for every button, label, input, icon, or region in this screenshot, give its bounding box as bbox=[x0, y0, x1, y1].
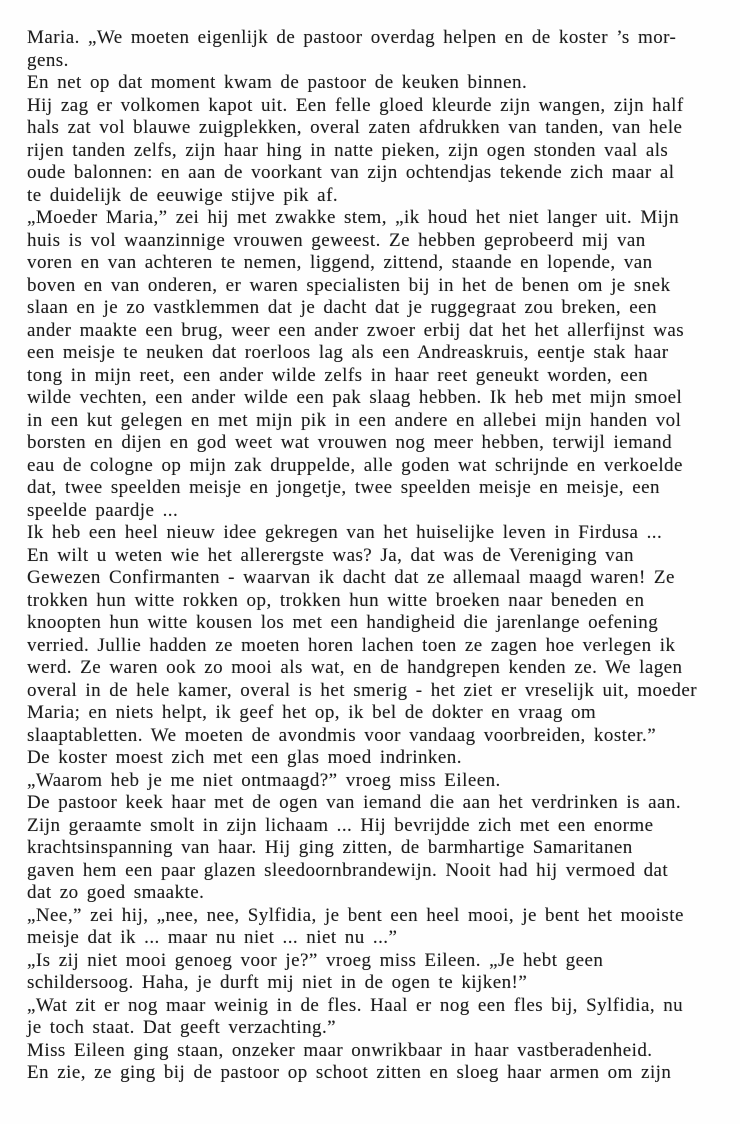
text-line: Miss Eileen ging staan, onzeker maar onwrikbaar in haar vastberadenheid. bbox=[27, 1039, 653, 1061]
text-line: tong in mijn reet, een ander wilde zelfs in haar reet geneukt worden, een bbox=[27, 364, 649, 386]
text-line: speelde paardje ... bbox=[27, 499, 179, 521]
text-line: En net op dat moment kwam de pastoor de keuken binnen. bbox=[27, 72, 528, 93]
text-line: Ik heb een heel nieuw idee gekregen van het huiselijke leven in Firdusa ... bbox=[27, 522, 663, 543]
text-line: overal in de hele kamer, overal is het smerig - het ziet er vreselijk uit, moeder bbox=[27, 679, 697, 701]
text-line: De koster moest zich met een glas moed indrinken. bbox=[27, 747, 462, 768]
text-line: Hij zag er volkomen kapot uit. Een felle gloed kleurde zijn wangen, zijn half bbox=[27, 94, 684, 116]
text-line: in een kut gelegen en met mijn pik in een andere en allebei mijn handen vol bbox=[27, 409, 682, 431]
text-line: wilde vechten, een ander wilde een pak slaag hebben. Ik heb met mijn smoel bbox=[27, 387, 683, 408]
text-line: Gewezen Confirmanten - waarvan ik dacht dat ze allemaal maagd waren! Ze bbox=[27, 567, 675, 588]
text-line: te duidelijk de eeuwige stijve pik af. bbox=[27, 184, 339, 206]
text-line: schildersoog. Haha, je durft mij niet in de ogen te kijken!” bbox=[27, 972, 528, 993]
text-line: dat zo goed smaakte. bbox=[27, 882, 205, 903]
text-line: gens. bbox=[27, 49, 69, 71]
text-line: verried. Jullie hadden ze moeten horen lachen toen ze zagen hoe verlegen ik bbox=[27, 634, 676, 656]
page-text bbox=[27, 27, 736, 1085]
text-line: werd. Ze waren ook zo mooi als wat, en de handgrepen kenden ze. We lagen bbox=[27, 657, 683, 678]
text-line: „Nee,” zei hij, „nee, nee, Sylfidia, je bent een heel mooi, je bent het mooiste bbox=[27, 904, 684, 926]
text-line: slaan en je zo vastklemmen dat je dacht dat je ruggegraat zou breken, een bbox=[27, 297, 657, 318]
text-line: voren en van achteren te nemen, liggend, zittend, staande en lopende, van bbox=[27, 252, 653, 273]
text-line: Zijn geraamte smolt in zijn lichaam ... Hij bevrijdde zich met een enorme bbox=[27, 814, 654, 836]
text-line: oude balonnen: en aan de voorkant van zijn ochtendjas tekende zich maar al bbox=[27, 162, 675, 183]
text-line: Maria; en niets helpt, ik geef het op, ik bel de dokter en vraag om bbox=[27, 702, 597, 723]
text-line: „Moeder Maria,” zei hij met zwakke stem, „ik houd het niet langer uit. Mijn bbox=[27, 207, 680, 228]
text-line: een meisje te neuken dat roerloos lag als een Andreaskruis, eentje stak haar bbox=[27, 342, 669, 363]
text-line: ander maakte een brug, weer een ander zwoer erbij dat het het allerfijnst was bbox=[27, 319, 685, 341]
text-line: „Waarom heb je me niet ontmaagd?” vroeg miss Eileen. bbox=[27, 769, 501, 791]
text-line: knoopten hun witte kousen los met een handigheid die jarenlange oefening bbox=[27, 612, 659, 633]
text-line: slaaptabletten. We moeten de avondmis voor vandaag voorbreiden, koster.” bbox=[27, 724, 657, 746]
text-line: huis is vol waanzinnige vrouwen geweest. Ze hebben geprobeerd mij van bbox=[27, 229, 646, 251]
text-line: je toch staat. Dat geeft verzachting.” bbox=[27, 1017, 337, 1038]
text-line: En wilt u weten wie het allerergste was? Ja, dat was de Vereniging van bbox=[27, 544, 634, 566]
text-line: gaven hem een paar glazen sleedoornbrandewijn. Nooit had hij vermoed dat bbox=[27, 859, 669, 881]
text-line: boven en van onderen, er waren specialisten bij in het de benen om je snek bbox=[27, 274, 671, 296]
text-line: trokken hun witte rokken op, trokken hun witte broeken naar beneden en bbox=[27, 589, 645, 611]
text-line: En zie, ze ging bij de pastoor op schoot zitten en sloeg haar armen om zijn bbox=[27, 1062, 672, 1083]
text-line: „Is zij niet mooi genoeg voor je?” vroeg miss Eileen. „Je hebt geen bbox=[27, 949, 604, 971]
text-line: rijen tanden zelfs, zijn haar hing in natte pieken, zijn ogen stonden vaal als bbox=[27, 139, 669, 161]
text-line: „Wat zit er nog maar weinig in de fles. Haal er nog een fles bij, Sylfidia, nu bbox=[27, 994, 684, 1016]
text-line: eau de cologne op mijn zak druppelde, alle goden wat schrijnde en verkoelde bbox=[27, 454, 683, 476]
text-line: De pastoor keek haar met de ogen van iemand die aan het verdrinken is aan. bbox=[27, 792, 682, 813]
text-line: borsten en dijen en god weet wat vrouwen nog meer hebben, terwijl iemand bbox=[27, 432, 673, 453]
text-line: hals zat vol blauwe zuigplekken, overal zaten afdrukken van tanden, van hele bbox=[27, 117, 683, 138]
text-line: meisje dat ik ... maar nu niet ... niet nu ...” bbox=[27, 927, 398, 948]
text-line: Maria. „We moeten eigenlijk de pastoor overdag helpen en de koster ’s mor- bbox=[27, 27, 677, 48]
text-line: dat, twee speelden meisje en jongetje, twee speelden meisje en meisje, een bbox=[27, 477, 660, 498]
text-line: krachtsinspanning van haar. Hij ging zitten, de barmhartige Samaritanen bbox=[27, 837, 633, 858]
